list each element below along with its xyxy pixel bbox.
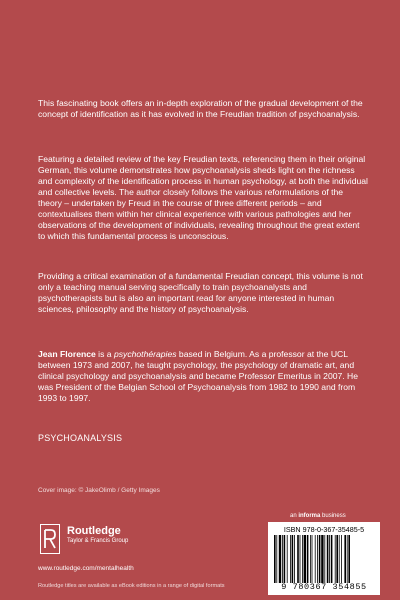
isbn-label: ISBN 978-0-367-35485-5 — [283, 525, 365, 534]
author-bio-italic: psychothérapies — [113, 349, 177, 359]
ebook-footnote: Routledge titles are available as eBook editions in a range of digital formats — [38, 583, 225, 589]
barcode-bar — [312, 535, 313, 583]
blurb-paragraph-1: This fascinating book offers an in-depth exploration of the gradual development of the concept of identification as it has evolved in the Freudian tradition of psychoanalysis. — [38, 98, 363, 119]
informa-business-tag — [290, 513, 346, 519]
barcode-bar — [284, 535, 286, 583]
barcode-bar — [304, 535, 306, 583]
category-label: PSYCHOANALYSIS — [38, 433, 123, 443]
publisher-logo — [40, 524, 240, 560]
barcode-bar — [329, 535, 330, 583]
barcode-bar — [294, 535, 295, 583]
barcode — [273, 535, 375, 583]
publisher-name: Routledge — [67, 525, 121, 537]
isbn-barcode-box — [268, 522, 380, 595]
informa-post: business — [320, 513, 346, 519]
barcode-bar — [315, 535, 316, 583]
barcode-bar — [324, 535, 325, 583]
barcode-bar — [341, 535, 342, 583]
barcode-bar — [317, 535, 318, 583]
barcode-bar — [297, 535, 299, 583]
blurb-paragraph-3: Providing a critical examination of a fundamental Freudian concept, this volume is not only a teaching manual serving specifically to train psychoanalysts and psychotherapists but is also an important read for anyone interested in human sciences, philosophy and the history of psychoanalysis. — [38, 271, 363, 314]
routledge-r-icon — [40, 524, 60, 554]
barcode-bar — [292, 535, 294, 583]
author-bio-text: is a — [95, 349, 114, 359]
barcode-bar — [276, 535, 277, 583]
author-bio-text-rest: based in Belgium. As a professor at the UCL between 1973 and 2007, he taught psychology, the psychology of dramatic art, and clinical psychology and psychoanalysis and became Professor Emeritus in 2007. He was President of the Belgian School of Psychoanalysis from 1982 to 1990 and from 1993 to 1997. — [38, 349, 359, 403]
author-name: Jean Florence — [38, 349, 96, 359]
barcode-bar — [335, 535, 336, 583]
barcode-bar — [336, 535, 338, 583]
barcode-bar — [307, 535, 309, 583]
barcode-bar — [300, 535, 301, 583]
barcode-bar — [348, 535, 350, 583]
barcode-bar — [327, 535, 329, 583]
barcode-bar — [279, 535, 281, 583]
isbn-digits: 9 780367 354855 — [281, 582, 367, 592]
barcode-bar — [274, 535, 276, 583]
barcode-bar — [310, 535, 311, 583]
barcode-bar — [287, 535, 288, 583]
cover-image-credit: Cover image: © JakeOlimb / Getty Images — [38, 487, 160, 494]
barcode-bar — [321, 535, 323, 583]
barcode-bar — [319, 535, 321, 583]
publisher-url: www.routledge.com/mentalhealth — [38, 565, 134, 572]
author-bio — [38, 349, 368, 404]
blurb-paragraph-2: Featuring a detailed review of the key Freudian texts, referencing them in their original German, this volume demonstrates how psychoanalysis sheds light on the richness and complexity of the identification process in human psychology, at both the individual and collective levels. The author closely follows the various reformulations of the theory – undertaken by Freud in the course of three different periods – and contextualises them within her clinical experience with various pathologies and her observations of the development of individuals, revealing throughout the great extent to which this fundamental process is unconscious. — [38, 154, 368, 241]
barcode-bar — [282, 535, 283, 583]
barcode-bar — [302, 535, 303, 583]
barcode-bar — [331, 535, 333, 583]
barcode-bar — [347, 535, 348, 583]
informa-pre: an — [290, 513, 299, 519]
barcode-bar — [339, 535, 340, 583]
barcode-bar — [344, 535, 346, 583]
barcode-bar — [290, 535, 291, 583]
informa-brand: informa — [298, 513, 321, 519]
publisher-tagline: Taylor & Francis Group — [67, 538, 129, 544]
